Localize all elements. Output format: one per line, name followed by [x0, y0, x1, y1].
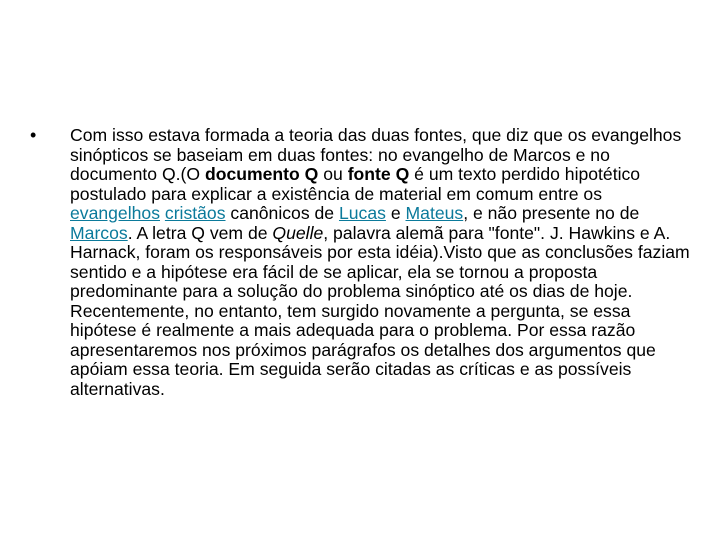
italic-term-quelle: Quelle — [272, 222, 324, 243]
link-lucas[interactable]: Lucas — [338, 203, 386, 223]
bullet-item — [30, 126, 690, 399]
bullet-paragraph — [70, 126, 690, 399]
bold-term-documento-q: documento Q — [204, 164, 319, 184]
link-evangelhos[interactable]: evangelhos — [70, 203, 160, 223]
text-segment: e — [385, 203, 406, 223]
text-segment: . A letra Q vem de — [127, 222, 273, 243]
link-mateus[interactable]: Mateus — [405, 203, 464, 223]
text-segment: , e não presente no de — [463, 203, 640, 223]
text-segment: , palavra alemã para "fonte". J. Hawkins e A. Harnack, foram os responsáveis por esta idéia).Visto que as conclusões faziam sentido e a hipótese era fácil de se aplicar, ela se tornou a proposta predominante para a solução do problema sinóptico até os dias de hoje. Recentemente, no entanto, tem surgido novamente a pergunta, se essa hipótese é realmente a mais adequada para o problema. Por essa razão apresentaremos nos próximos parágrafos os detalhes dos argumentos que apóiam essa teoria. Em seguida serão citadas as críticas e as possíveis alternativas. — [70, 222, 690, 399]
link-cristaos[interactable]: cristãos — [164, 203, 226, 223]
text-segment: canônicos de — [225, 203, 339, 223]
text-segment: ou — [318, 164, 348, 184]
text-segment: é um texto perdido hipotético postulado para explicar a existência de material em comum entre os — [70, 164, 641, 204]
bullet-marker: • — [30, 125, 37, 145]
link-marcos[interactable]: Marcos — [70, 222, 128, 243]
text-segment: Com isso estava formada a teoria das duas fontes, que diz que os evangelhos sinópticos se baseiam em duas fontes: no evangelho de Marcos e no documento Q.(O — [70, 125, 682, 184]
bold-term-fonte-q: fonte Q — [347, 164, 410, 184]
